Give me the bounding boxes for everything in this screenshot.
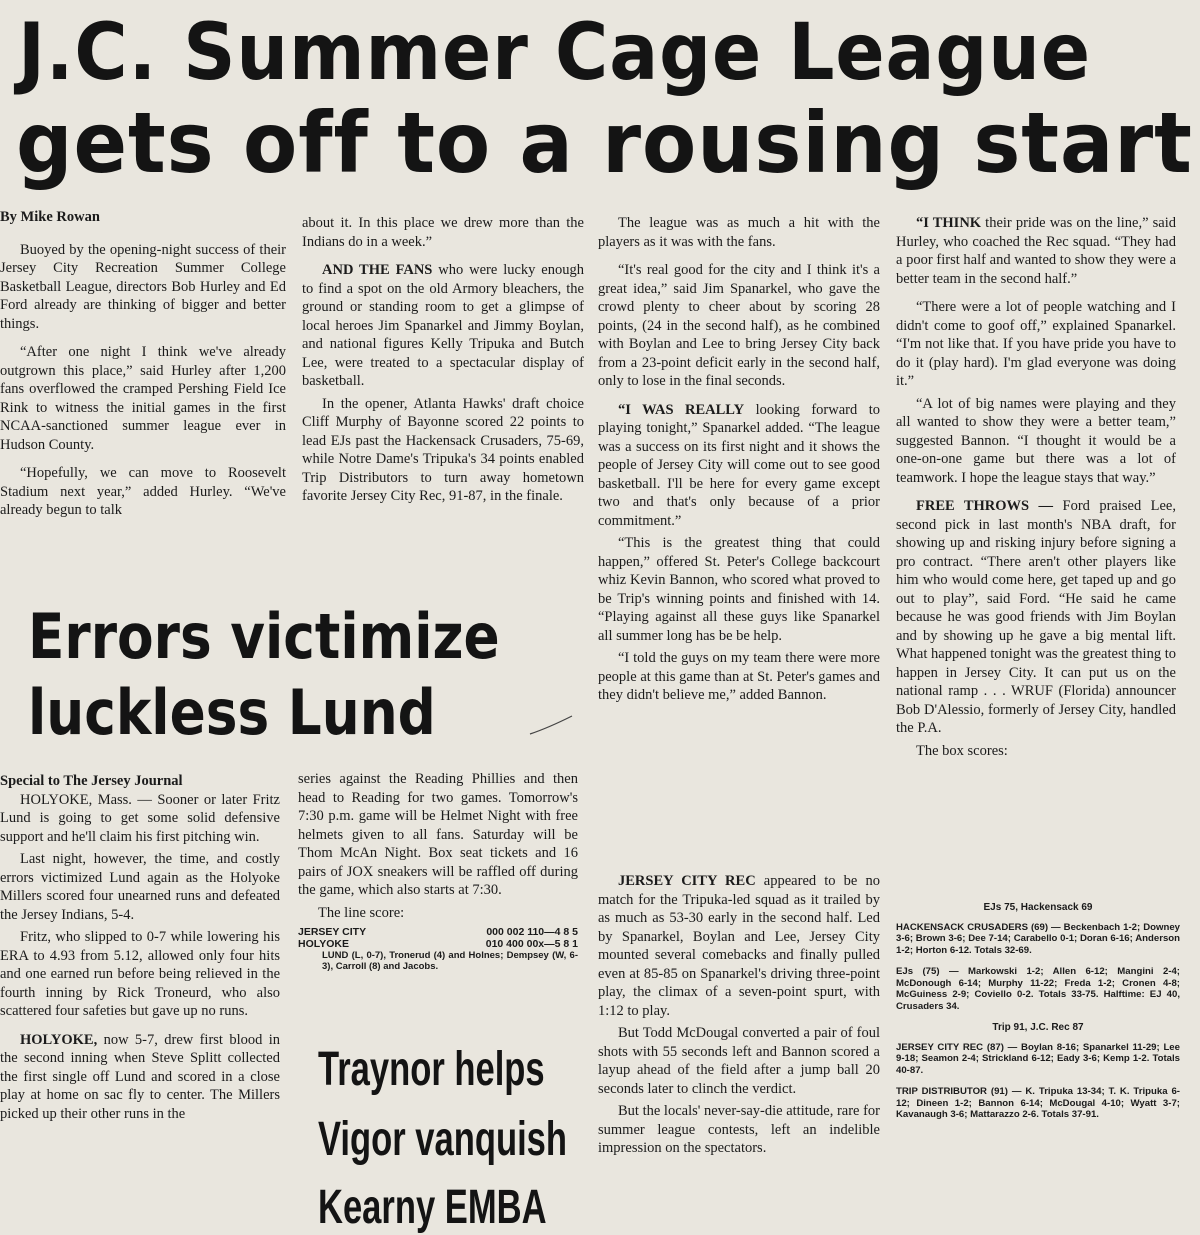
story1-column-3 — [598, 214, 880, 709]
paragraph-text: Ford praised Lee, second pick in last month's NBA draft, for showing up and risking injury before signing a pro contract. “There aren't other players like him who would come here, get taped up and go out to play”, said Ford. “He said he came because he was good friends with Jim Boylan and by showing up he gave a big mental lift. What happened tonight was the greatest thing to happen in Jersey City. It can put us on the national ramp . . . WRUF (Florida) announcer Bob D'Alessio, formerly of Jersey City, handled the P.A. — [896, 498, 1176, 736]
line-score-row — [298, 938, 578, 950]
box-score-text: Beckenbach 1-2; Downey 3-6; Brown 3-6; Dee 7-14; Carabello 0-1; Doran 6-16; Anderson 1-2; Horton 6-12. Totals 32-69. — [896, 921, 1180, 956]
pen-mark-decoration — [528, 712, 576, 740]
traynor-headline-line1: Traynor helps — [318, 1043, 545, 1096]
lead-in: JERSEY CITY REC — [618, 873, 756, 889]
team-name: JERSEY CITY — [298, 926, 367, 938]
box-score-text: Boylan 8-16; Spanarkel 11-29; Lee 9-18; Seamon 2-4; Strickland 6-12; Eady 3-6; Kemp 1-2. Totals 40-87. — [896, 1041, 1180, 1076]
game-title: Trip 91, J.C. Rec 87 — [992, 1022, 1084, 1033]
source-line: Special to The Jersey Journal — [0, 773, 183, 789]
box-score-text: K. Tripuka 13-34; T. K. Tripuka 6-12; Dineen 1-2; Bannon 6-14; McDougal 4-10; Wyatt 3-7; Kavanaugh 3-6; Mattarazzo 2-6. Totals 37-91. — [896, 1086, 1180, 1120]
paragraph: “A lot of big names were playing and they all wanted to show they were a better team,” suggested Bannon. “I thought it would be a one-on-one game but there was a lot of teamwork. I hope the league stays that way.” — [896, 395, 1176, 486]
traynor-headline-line2: Vigor vanquish — [318, 1113, 568, 1166]
paragraph: But the locals' never-say-die attitude, rare for summer league contests, left an indelible impression on the spectators. — [598, 1103, 881, 1156]
box-score-line — [896, 966, 1180, 1012]
paragraph: about it. In this place we drew more than the Indians do in a week.” — [302, 215, 584, 250]
paragraph: Last night, however, the time, and costly errors victimized Lund again as the Holyoke Millers scored four unearned runs and defeated the Jersey Indians, 5-4. — [0, 851, 280, 923]
paragraph: “I told the guys on my team there were more people at this game than at St. Peter's games and they didn't believe me,” added Bannon. — [598, 650, 880, 703]
main-headline-line2: gets off to a rousing start — [16, 94, 1193, 192]
story1-column-1 — [0, 208, 286, 524]
team-label: HACKENSACK CRUSADERS (69) — — [896, 921, 1061, 933]
story1-column-4 — [896, 214, 1176, 764]
paragraph: The line score: — [318, 904, 405, 921]
paragraph: “There were a lot of people watching and I didn't come to goof off,” explained Spanarkel. “I'm not like that. If you have pride you have to do it (play hard). I'm glad everyone was doing it.” — [896, 299, 1176, 389]
paragraph — [302, 261, 584, 391]
story1-column-2 — [302, 214, 584, 510]
paragraph: “It's real good for the city and I think it's a great idea,” said Jim Spanarkel, who gave the crowd plenty to cheer about by scoring 28 points, (24 in the second half), as he combined with Boylan and Lee to bring Jersey City back from a 23-point deficit early in the second half, only to lose in the final seconds. — [598, 262, 880, 389]
paragraph-text: looking forward to playing tonight,” Spanarkel added. “The league was a success on its first night and it shows the people of Jersey City will come out to see good basketball. I'll be here for every game except two and that's only because of a prior commitment.” — [598, 401, 880, 529]
box-score-text: Markowski 1-2; Allen 6-12; Mangini 2-4; McDonough 6-14; Murphy 11-22; Freda 1-2; Cronen 4-8; McGuiness 2-9; Coviello 0-2. Totals 33-75. Halftime: EJ 40, Crusaders 34. — [896, 966, 1181, 1012]
lead-in: AND THE FANS — [322, 262, 433, 278]
errors-headline-line2: luckless Lund — [28, 676, 436, 749]
paragraph — [598, 872, 880, 1020]
paragraph — [896, 497, 1176, 738]
paragraph — [598, 401, 880, 531]
team-label: EJs (75) — — [896, 966, 959, 977]
story2-column-1 — [0, 772, 280, 1127]
errors-headline-line1: Errors victimize — [28, 600, 500, 673]
line-score — [298, 926, 578, 972]
team-label: JERSEY CITY REC (87) — — [896, 1041, 1018, 1053]
paragraph: Buoyed by the opening-night success of their Jersey City Recreation Summer College Basketball League, directors Bob Hurley and Ed Ford already are thinking of bigger and better things. — [0, 241, 286, 332]
paragraph: The league was as much a hit with the players as it was with the fans. — [598, 215, 880, 250]
paragraph — [896, 214, 1176, 288]
team-label: TRIP DISTRIBUTOR (91) — — [896, 1086, 1022, 1097]
inning-scores: 010 400 00x—5 8 1 — [485, 938, 578, 950]
team-name: HOLYOKE — [298, 938, 349, 950]
paragraph-text: who were lucky enough to find a spot on the old Armory bleachers, the ground or standing room to get a glimpse of local heroes Jim Spanarkel and Jimmy Boylan, and national figures Kelly Tripuka and Butch Lee, were treated to a spectacular display of basketball. — [302, 262, 584, 389]
lead-in: “I THINK — [916, 215, 982, 231]
paragraph: But Todd McDougal converted a pair of foul shots with 55 seconds left and Bannon scored a layup ahead of the field after a jump ball 20 seconds later to clinch the verdict. — [598, 1025, 880, 1097]
game-title: EJs 75, Hackensack 69 — [983, 902, 1093, 913]
lead-in: FREE THROWS — — [916, 498, 1054, 514]
box-score-line — [896, 1086, 1180, 1121]
paragraph-text: now 5-7, drew first blood in the second inning when Steve Splitt collected the first single off Lund and scored in a close play at home on sac fly to center. The Millers picked up their other runs in the — [0, 1031, 280, 1122]
paragraph: “After one night I think we've already outgrown this place,” said Hurley after 1,200 fans overflowed the cramped Pershing Field Ice Rink to witness the initial games in the first NCAA-sanctioned summer league ever in Hudson County. — [0, 344, 286, 453]
paragraph — [0, 1031, 280, 1124]
main-headline-line1: J.C. Summer Cage League — [18, 8, 1091, 98]
paragraph: The box scores: — [916, 742, 1008, 759]
paragraph-text: appeared to be no match for the Tripuka-led squad as it trailed by as much as 53-30 early in the second half. Led by Spanarkel, Boylan and Lee, Jersey City mounted several comebacks and finally pulled even at 85-85 on Spanarkel's driving three-point play, the climax of a seven-point spurt, with 1:12 to play. — [598, 873, 880, 1019]
lead-in: HOLYOKE, — [20, 1031, 98, 1048]
traynor-headline-line3: Kearny EMBA — [318, 1181, 547, 1234]
paragraph: In the opener, Atlanta Hawks' draft choice Cliff Murphy of Bayonne scored 22 points to lead EJs past the Hackensack Crusaders, 75-69, while Notre Dame's Tripuka's 34 points enabled Trip Distributors to turn away hometown favorite Jersey City Rec, 91-87, in the finale. — [302, 395, 584, 504]
box-scores — [896, 896, 1180, 1131]
paragraph: “Hopefully, we can move to Roosevelt Stadium next year,” added Hurley. “We've already begun to talk — [0, 465, 286, 518]
line-score-row — [298, 926, 578, 938]
box-score-line — [896, 922, 1180, 957]
byline: By Mike Rowan — [0, 209, 100, 225]
paragraph: “This is the greatest thing that could happen,” offered St. Peter's College backcourt whiz Kevin Bannon, who scored what proved to be Trip's winning points and finished with 14. “Playing against all these guys like Spanarkel all summer long has be be help. — [598, 535, 880, 644]
paragraph: HOLYOKE, Mass. — Sooner or later Fritz Lund is going to get some solid defensive support and he'll claim his first pitching win. — [0, 791, 280, 845]
paragraph-text: their pride was on the line,” said Hurley, who coached the Rec squad. “They had a poor first half and wanted to show they were a better team in the second half.” — [896, 215, 1176, 287]
paragraph: series against the Reading Phillies and then head to Reading for two games. Tomorrow's 7:30 p.m. game will be Helmet Night with free helmets given to all fans. Saturday will be Thom McAn Night. Box seat tickets and 16 pairs of JOX sneakers will be raffled off during the game, which also starts at 7:30. — [298, 771, 578, 898]
pitchers-line: LUND (L, 0-7), Tronerud (4) and Holnes; Dempsey (W, 6-3), Carroll (8) and Jacobs. — [322, 950, 578, 972]
story1-column-3-lower — [598, 872, 880, 1162]
lead-in: “I WAS REALLY — [618, 401, 745, 418]
paragraph: Fritz, who slipped to 0-7 while lowering his ERA to 4.93 from 5.12, allowed only four hits and one earned run before being relieved in the fourth inning by Rick Troneurd, who also scattered four safeties but gave up no runs. — [0, 929, 280, 1019]
inning-scores: 000 002 110—4 8 5 — [486, 926, 578, 938]
story2-column-2 — [298, 770, 578, 972]
box-score-line — [896, 1042, 1180, 1077]
